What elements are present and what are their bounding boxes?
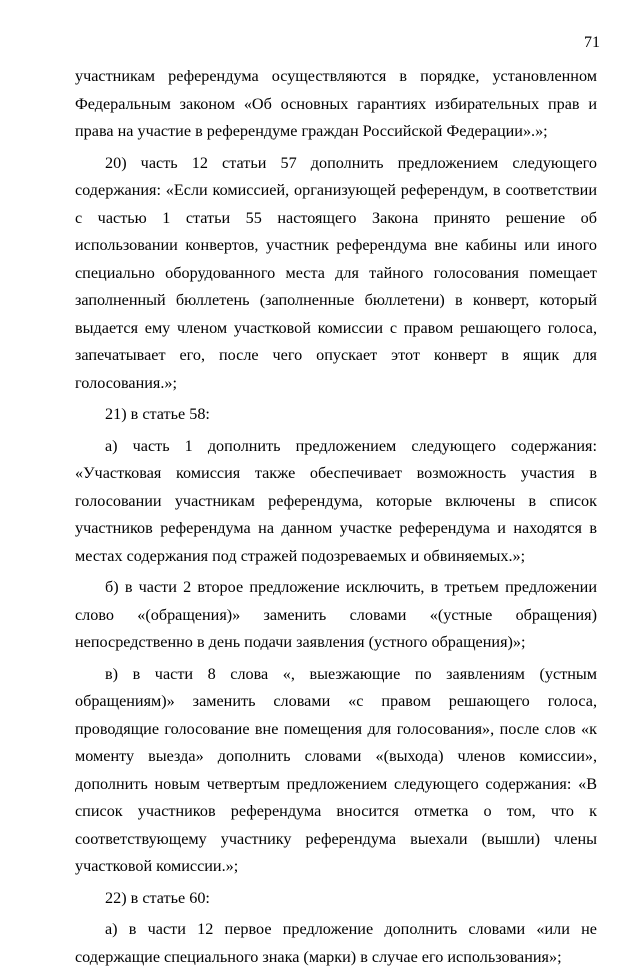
- paragraph-item-22-heading: 22) в статье 60:: [105, 888, 210, 907]
- paragraph-item-21a: а) часть 1 дополнить предложением следующего содержания: «Участковая комиссия также обеспечивает возможность участия в голосовании участникам референдума, которые включены в список участников референдума на данном участке референдума и находятся в местах содержания под стражей подозреваемых и обвиняемых.»;: [75, 436, 597, 565]
- paragraph-continuation: участникам референдума осуществляются в порядке, установленном Федеральным законом «Об основных гарантиях избирательных прав и права на участие в референдуме граждан Российской Федерации».»;: [75, 67, 597, 140]
- paragraph-item-21v: в) в части 8 слова «, выезжающие по заявлениям (устным обращениям)» заменить словами «с правом решающего голоса, проводящие голосование вне помещения для голосования», после слов «к моменту выезда» дополнить словами «(выхода) членов комиссии», дополнить новым четвертым предложением следующего содержания: «В список участников референдума вносится отметка о том, что к соответствующему участнику референдума выехали (вышли) члены участковой комиссии.»;: [75, 664, 597, 875]
- page-number: 71: [584, 34, 600, 51]
- paragraph-item-20: 20) часть 12 статьи 57 дополнить предложением следующего содержания: «Если комиссией, организующей референдум, в соответствии с частью 1 статьи 55 настоящего Закона принято решение об использовании конвертов, участник референдума вне кабины или иного специально оборудованного места для тайного голосования помещает заполненный бюллетень (заполненные бюллетени) в конверт, который выдается ему членом участковой комиссии с правом решающего голоса, запечатывает его, после чего опускает этот конверт в ящик для голосования.»;: [75, 153, 597, 392]
- paragraph-item-22a: а) в части 12 первое предложение дополнить словами «или не содержащие специального знака (марки) в случае его использования»;: [75, 920, 597, 966]
- paragraph-item-21-heading: 21) в статье 58:: [105, 405, 210, 423]
- document-body: [75, 63, 597, 971]
- paragraph-item-21b: б) в части 2 второе предложение исключить, в третьем предложении слово «(обращения)» заменить словами «(устные обращения) непосредственно в день подачи заявления (устного обращения)»;: [75, 578, 597, 651]
